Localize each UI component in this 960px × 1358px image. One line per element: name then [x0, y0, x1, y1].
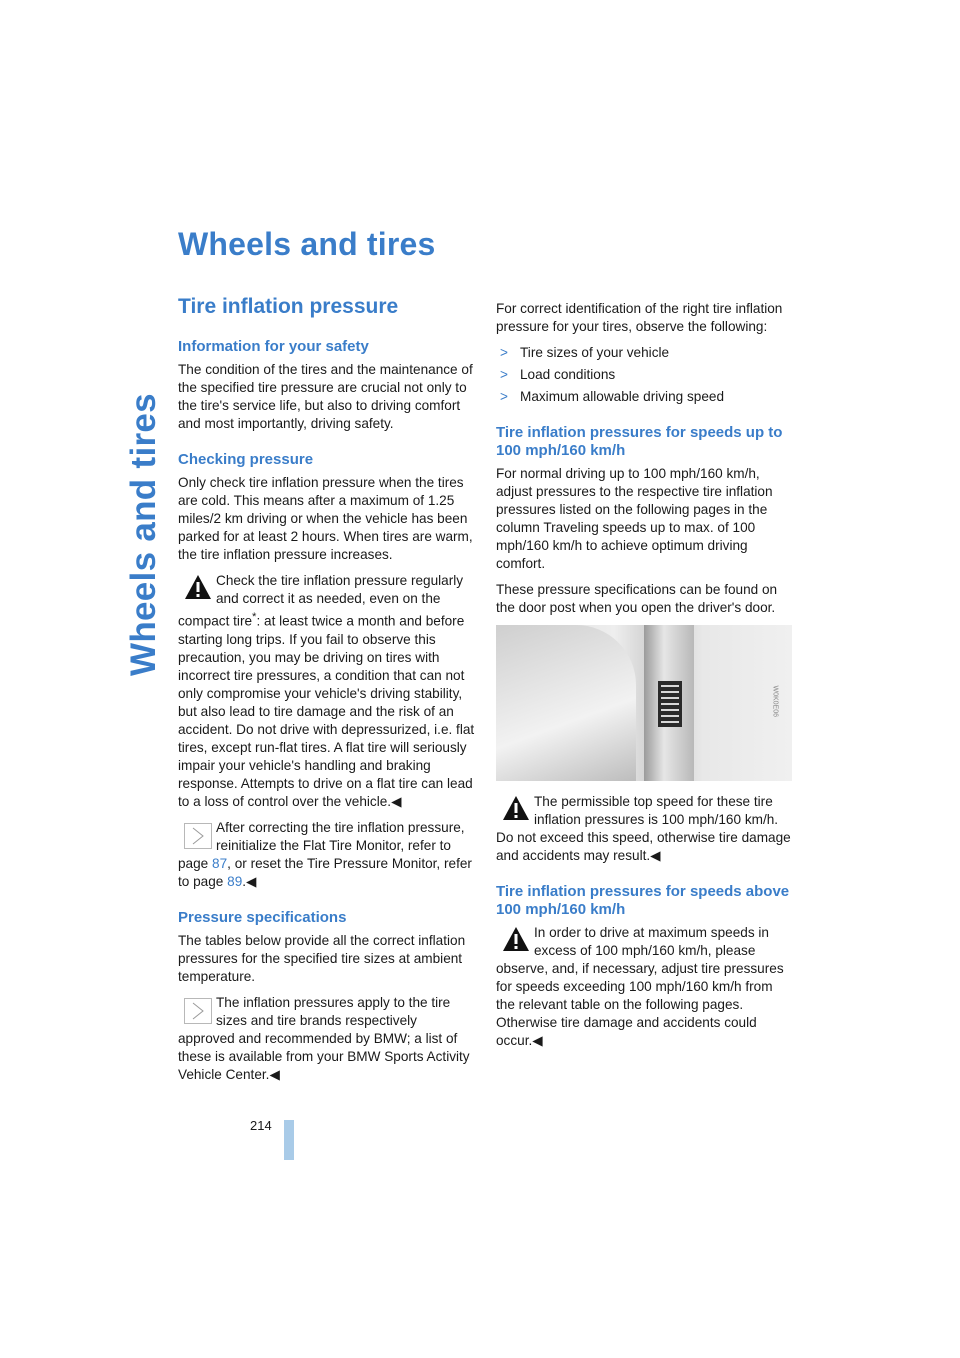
list-item: > Maximum allowable driving speed — [500, 389, 724, 404]
pressure-specs-heading: Pressure specifications — [178, 908, 347, 926]
warning-text-compact: compact tire — [178, 613, 253, 629]
warning-text-first: The permissible top speed for these tire inflation pressures is 100 mph/160 km/h. — [534, 794, 779, 827]
note-text-first: The inflation pressures apply to the tire sizes and tire brands respectively — [216, 994, 451, 1028]
page-marker-bar — [284, 1120, 294, 1160]
end-mark: ◀ — [269, 1066, 280, 1082]
pressure-specs-text: The tables below provide all the correct inflation pressures for the specified tire sizes at ambient temperature. — [178, 932, 466, 984]
sidebar-chapter-title: Wheels and tires — [124, 393, 163, 676]
warning-block — [496, 793, 794, 865]
tire-pressure-label-image — [658, 681, 682, 727]
note-text-rest: approved and recommended by BMW; a list of these is available from your BMW Sports Activity Vehicle Center. — [178, 1030, 470, 1082]
section-title: Tire inflation pressure — [178, 295, 399, 318]
warning-block — [496, 924, 794, 1050]
end-mark: ◀ — [532, 1033, 543, 1048]
above-heading: Tire inflation pressures for speeds above 100 mph/160 km/h — [496, 883, 790, 918]
upto-text-1: For normal driving up to 100 mph/160 km/h, adjust pressures to the respective tire inflation pressures listed on the following pages in the column Traveling speeds up to max. of 100 mph/160 km/h to achieve optimum driving comfort. — [496, 466, 773, 571]
note-end: . — [242, 873, 247, 889]
end-mark: ◀ — [246, 873, 257, 889]
photo-code: W0K0E06 — [772, 685, 779, 717]
note-page-prefix: page — [178, 855, 213, 871]
note-text-first: After correcting the tire inflation pressure, reinitialize the Flat Tire Monitor, refer to — [216, 819, 465, 853]
warning-icon — [184, 574, 212, 600]
warning-text-rest: Do not exceed this speed, otherwise tire damage and accidents may result. — [496, 830, 791, 863]
note-icon — [184, 823, 212, 849]
warning-text-rest: observe, and, if necessary, adjust tire pressures for speeds exceeding 100 mph/160 km/h from the relevant table on the following pages. Otherwise tire damage and accidents could occur. — [496, 961, 784, 1048]
list-item: > Load conditions — [500, 367, 616, 382]
bullet-marker: > — [500, 389, 508, 404]
left-column — [178, 296, 476, 1092]
note-block — [178, 994, 476, 1084]
right-column — [496, 300, 794, 1058]
warning-text-first: In order to drive at maximum speeds in excess of 100 mph/160 km/h, please — [534, 925, 769, 958]
list-item: > Tire sizes of your vehicle — [500, 345, 670, 360]
door-post-photo — [496, 625, 792, 781]
checking-text: Only check tire inflation pressure when the tires are cold. This means after a maximum of 1.25 miles/2 km driving or when the vehicle has been parked for at least 2 hours. When tires are warm, the tire inflation pressure increases. — [178, 475, 473, 562]
upto-text-2: These pressure specifications can be found on the door post when you open the driver's door. — [496, 582, 778, 615]
bullet-marker: > — [500, 367, 508, 382]
warning-icon — [502, 795, 530, 821]
page-link-87[interactable]: 87 — [212, 855, 228, 871]
seat-image — [496, 625, 636, 781]
bullet-list — [496, 344, 794, 406]
warning-text-first: Check the tire inflation pressure regularly and correct it as needed, even on the — [216, 573, 464, 606]
note-mid: , or reset the Tire Pressure Monitor, refer to page — [178, 855, 472, 889]
end-mark: ◀ — [391, 793, 402, 809]
note-icon — [184, 998, 212, 1024]
note-block — [178, 819, 476, 891]
option-star: * — [252, 611, 257, 623]
checking-heading: Checking pressure — [178, 451, 314, 468]
upto-heading: Tire inflation pressures for speeds up to 100 mph/160 km/h — [496, 424, 783, 459]
end-mark: ◀ — [650, 848, 661, 863]
page-title: Wheels and tires — [178, 226, 436, 262]
bullet-marker: > — [500, 345, 508, 360]
safety-text: The condition of the tires and the maintenance of the specified tire pressure are crucial not only to the tire's service life, but also to driving comfort and most importantly, driving safety. — [178, 362, 473, 431]
intro-text: For correct identification of the right tire inflation pressure for your tires, observe the following: — [496, 301, 783, 334]
safety-heading: Information for your safety — [178, 338, 369, 355]
warning-block — [178, 572, 476, 811]
warning-icon — [502, 926, 530, 952]
warning-text-rest: : at least twice a month and before starting long trips. If you fail to observe this precaution, you may be driving on tires with incorrect tire pressures, a condition that can not only compromise your vehicle's driving stability, but also lead to tire damage and the risk of an accident. Do not drive with depressurized, i.e. flat tires, except run-flat tires. A flat tire will seriously impair your vehicle's handling and braking response. Attempts to drive on a flat tire can lead to a loss of control over the vehicle. — [178, 613, 475, 809]
page-number: 214 — [250, 1118, 272, 1133]
page-link-89[interactable]: 89 — [227, 873, 243, 889]
